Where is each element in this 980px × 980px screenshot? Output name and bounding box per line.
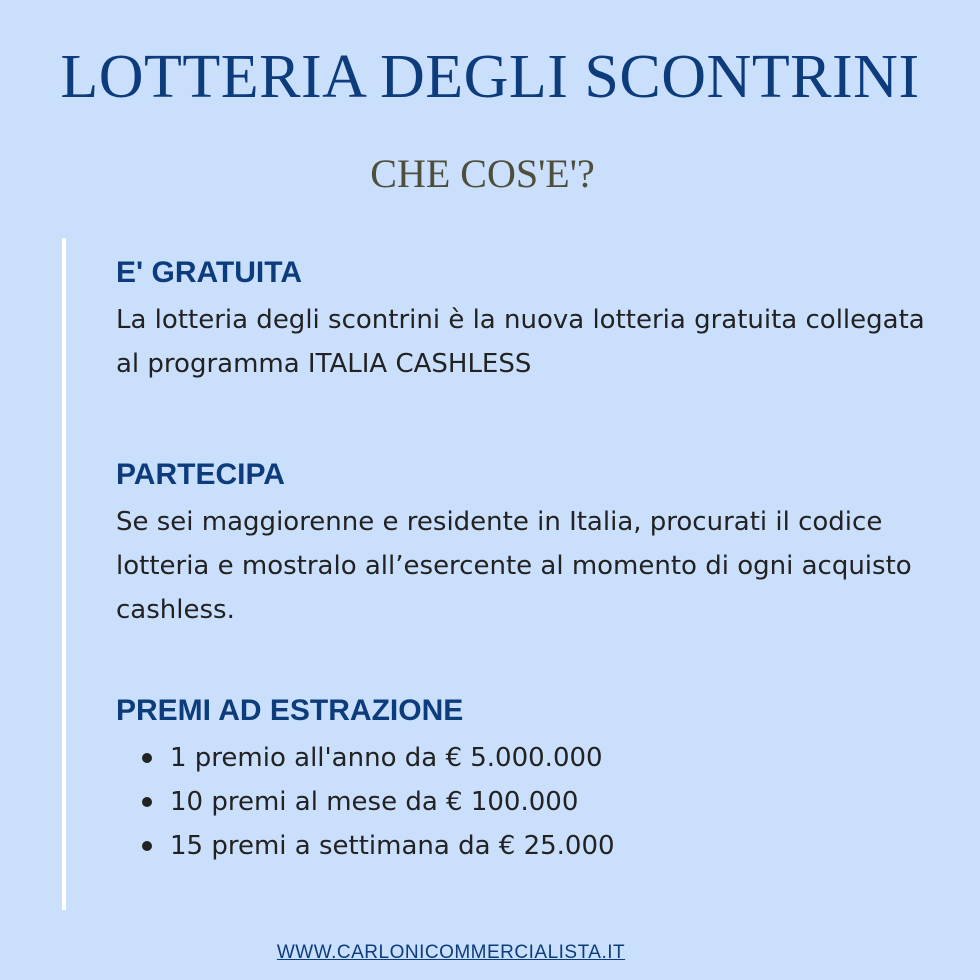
section-text: La lotteria degli scontrini è la nuova lotteria gratuita collegata al programma ITALIA CASHLESS [116,305,925,379]
list-item [140,824,956,868]
list-item [140,780,956,824]
bullet-icon [142,797,152,807]
section-text: Se sei maggiorenne e residente in Italia, procurati il codice lotteria e mostralo all’esercente al momento di ogni acquisto cashless. [116,507,912,625]
page-title: LOTTERIA DEGLI SCONTRINI [60,43,920,111]
section-heading: PARTECIPA [116,458,285,491]
list-item-text: 1 premio all'anno da € 5.000.000 [170,743,603,773]
list-item-text: 10 premi al mese da € 100.000 [170,787,579,817]
list-item-text: 15 premi a settimana da € 25.000 [170,831,615,861]
prize-list [116,736,956,868]
section-heading: PREMI AD ESTRAZIONE [116,694,464,727]
section-premi [116,694,956,868]
section-gratuita [116,256,956,386]
bullet-icon [142,841,152,851]
section-heading: E' GRATUITA [116,256,303,289]
bullet-icon [142,753,152,763]
page-subtitle: CHE COS'E'? [370,151,595,196]
vertical-divider [62,238,66,910]
list-item [140,736,956,780]
website-link[interactable]: WWW.CARLONICOMMERCIALISTA.IT [276,942,626,963]
section-partecipa [116,458,956,632]
